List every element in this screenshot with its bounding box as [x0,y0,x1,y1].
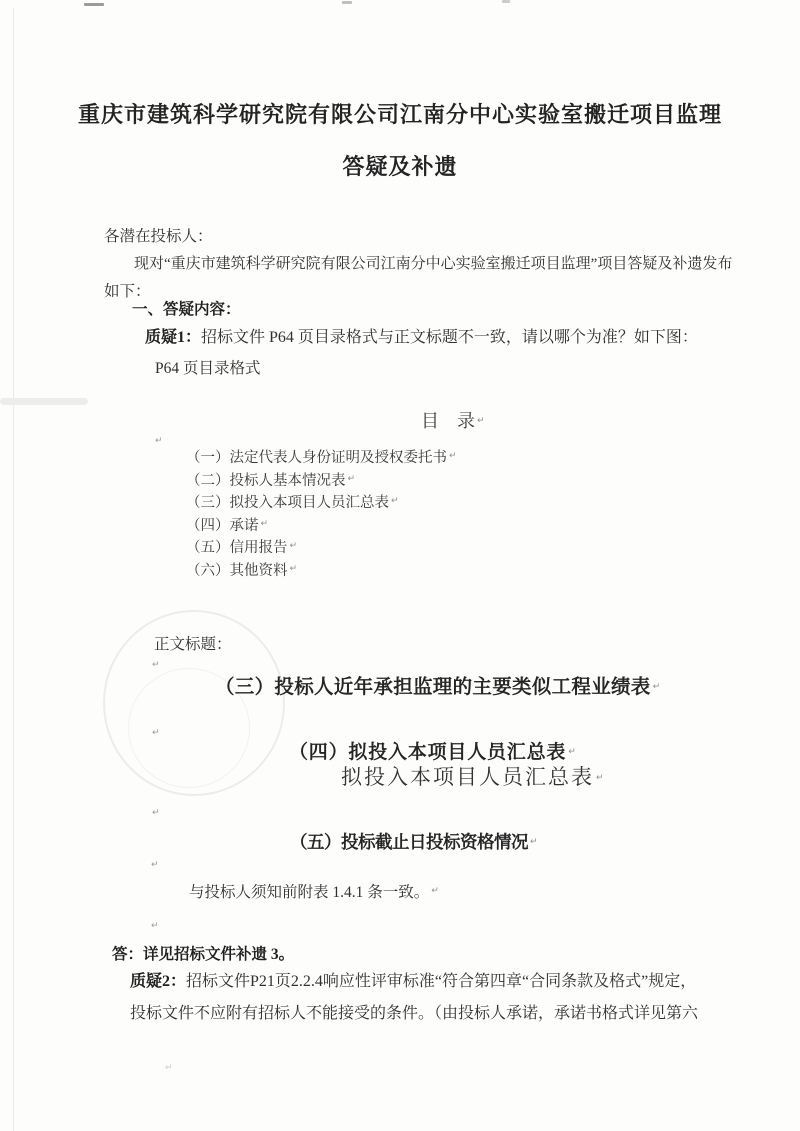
intro-line2: 如下： [104,283,151,300]
paragraph-mark: ↵ [155,436,163,446]
toc-item-label: （三）拟投入本项目人员汇总表 [186,495,389,511]
paragraph-mark: ↵ [652,682,661,692]
question2-line2: 投标文件不应附有招标人不能接受的条件。（由投标人承诺，承诺书格式详见第六 [130,1005,699,1022]
heading-four-sub: 拟投入本项目人员汇总表 [341,765,594,789]
toc-item [186,536,457,559]
paragraph-mark: ↵ [152,808,160,818]
answer1-text: 答：详见招标文件补遗 3。 [112,946,295,963]
heading-three: （三）投标人近年承担监理的主要类似工程业绩表 [215,677,651,698]
paragraph-mark: ↵ [431,886,439,896]
paragraph-mark: ↵ [152,660,160,670]
section-heading: 一、答疑内容： [132,301,241,318]
toc-item [186,491,457,514]
paragraph-mark: ↵ [347,473,356,484]
question1-caption: P64 页目录格式 [155,360,261,377]
question1-text: 招标文件 P64 页目录格式与正文标题不一致，请以哪个为准？如下图： [201,329,698,346]
paragraph-mark: ↵ [530,837,538,847]
paragraph-mark: ↵ [151,860,159,870]
paragraph-mark: ↵ [165,1063,173,1073]
paragraph-mark: ↵ [477,416,485,426]
paragraph-mark: ↵ [289,541,298,551]
question2-label: 质疑2： [130,973,187,990]
paragraph-mark: ↵ [260,518,269,529]
scan-smudge [0,398,88,405]
toc-title: 目 录 [421,411,475,431]
paragraph-mark: ↵ [391,496,399,506]
paragraph-mark: ↵ [596,773,606,783]
salutation: 各潜在投标人： [104,228,213,245]
toc-item [186,446,457,469]
toc-list [186,446,457,581]
question1-label: 质疑1： [145,329,202,346]
paragraph-mark: ↵ [152,728,160,738]
toc-item-label: （二）投标人基本情况表 [186,472,346,489]
paragraph-mark: ↵ [568,747,577,757]
document-title-line1: 重庆市建筑科学研究院有限公司江南分中心实验室搬迁项目监理 [77,102,722,127]
scan-artifact [342,1,352,4]
toc-item-label: （四）承诺 [186,517,259,534]
toc-item-label: （五）信用报告 [186,540,288,556]
body-title-label: 正文标题： [154,636,232,653]
heading-four: （四）拟投入本项目人员汇总表 [289,742,567,763]
paragraph-mark: ↵ [289,563,298,574]
scan-artifact [502,0,510,3]
toc-item [186,469,457,492]
toc-item-label: （一）法定代表人身份证明及授权委托书 [186,450,447,466]
paragraph-mark: ↵ [449,451,457,461]
intro-line1: 现对“重庆市建筑科学研究院有限公司江南分中心实验室搬迁项目监理”项目答疑及补遗发布 [134,256,733,272]
toc-item [186,559,457,582]
scan-artifact [84,3,104,6]
toc-item-label: （六）其他资料 [186,562,288,579]
heading-five: （五）投标截止日投标资格情况 [290,832,528,852]
paragraph-mark: ↵ [151,921,159,931]
toc-item [186,514,457,537]
question2-line1: 招标文件P21页2.2.4响应性评审标准“符合第四章“合同条款及格式”规定， [186,973,697,990]
document-title-line2: 答疑及补遗 [342,154,458,179]
note-text: 与投标人须知前附表 1.4.1 条一致。 [189,884,430,901]
